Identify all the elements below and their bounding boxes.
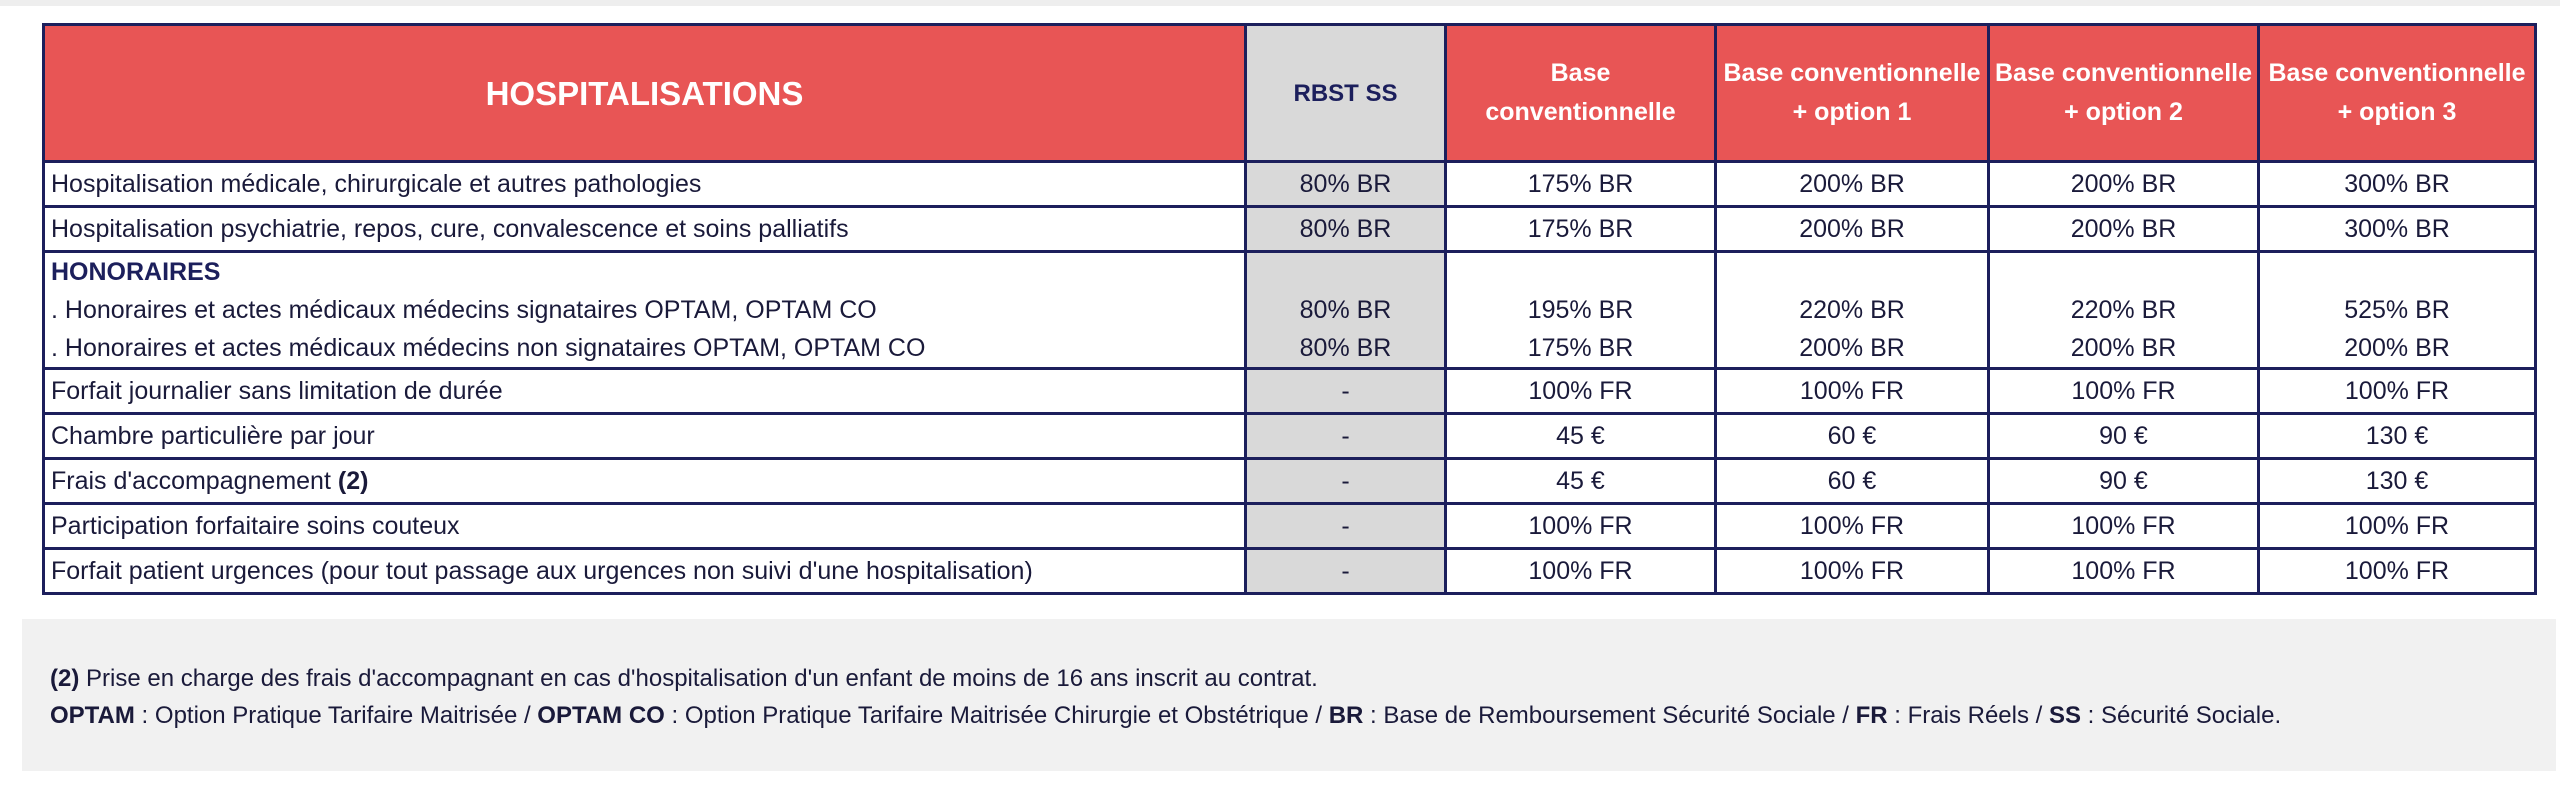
abbr-term: OPTAM CO [537,702,665,729]
honoraires-line1-base: 195% BR [1527,296,1634,324]
cell-option-2: 100% FR [1989,369,2259,414]
table-row [44,162,2536,207]
header-title: HOSPITALISATIONS [44,25,1246,162]
honoraires-labels [44,252,1246,369]
cell-base: 45 € [1446,414,1716,459]
cell-base: 175% BR [1446,162,1716,207]
abbr-term: SS [2049,702,2082,729]
cell-option-2: 200% BR [1989,162,2259,207]
header-option-3-line1: Base conventionnelle [2268,59,2526,87]
header-option-2 [1989,25,2259,162]
row-label: Hospitalisation médicale, chirurgicale et autres pathologies [44,162,1246,207]
cell-base: 100% FR [1446,549,1716,594]
header-option-1-line2: + option 1 [1792,98,1912,126]
row-label-text: Frais d'accompagnement [51,467,331,495]
cell-option-1: 100% FR [1716,369,1989,414]
cell-rbst: 80% BR [1246,207,1446,252]
footnote-box [22,619,2556,771]
cell-base: 100% FR [1446,504,1716,549]
top-strip [0,0,2560,6]
header-option-2-line2: + option 2 [2064,98,2183,126]
cell-option-1: 100% FR [1716,504,1989,549]
cell-rbst: - [1246,369,1446,414]
honoraires-line2-opt1: 200% BR [1799,334,1905,362]
abbr-def: : Option Pratique Tarifaire Maitrisée / [134,702,538,729]
table-row [44,504,2536,549]
table-header-row [44,25,2536,162]
honoraires-line2-base: 175% BR [1527,334,1634,362]
cell-rbst: 80% BR [1246,162,1446,207]
header-rbst-ss: RBST SS [1246,25,1446,162]
cell-option-3 [2259,252,2536,369]
cell-option-1 [1716,252,1989,369]
honoraires-line1-opt2: 220% BR [2070,296,2177,324]
cell-base [1446,252,1716,369]
cell-option-3: 130 € [2259,414,2536,459]
cell-option-2 [1989,252,2259,369]
honoraires-line1-rbst: 80% BR [1299,296,1392,324]
cell-option-2: 100% FR [1989,549,2259,594]
header-base [1446,25,1716,162]
cell-option-3: 130 € [2259,459,2536,504]
abbr-term: OPTAM [50,702,135,729]
cell-option-2: 90 € [1989,414,2259,459]
abbr-def: : Option Pratique Tarifaire Maitrisée Chirurgie et Obstétrique / [664,702,1329,729]
honoraires-line1-label: . Honoraires et actes médicaux médecins signataires OPTAM, OPTAM CO [51,296,877,324]
row-label [44,459,1246,504]
cell-option-2: 200% BR [1989,207,2259,252]
cell-option-2: 90 € [1989,459,2259,504]
cell-rbst: - [1246,549,1446,594]
cell-rbst [1246,252,1446,369]
cell-option-2: 100% FR [1989,504,2259,549]
table-row [44,369,2536,414]
cell-option-1: 200% BR [1716,162,1989,207]
cell-base: 45 € [1446,459,1716,504]
footnote-line-2 [50,697,2556,734]
cell-option-1: 200% BR [1716,207,1989,252]
header-option-1-line1: Base conventionnelle [1723,59,1981,87]
abbr-term: FR [1855,702,1888,729]
cell-option-3: 100% FR [2259,504,2536,549]
cell-option-1: 60 € [1716,459,1989,504]
cell-rbst: - [1246,414,1446,459]
row-label: Chambre particulière par jour [44,414,1246,459]
header-option-3 [2259,25,2536,162]
abbr-def: : Sécurité Sociale. [2081,702,2282,729]
footnote-marker: (2) [50,665,80,692]
row-label: Hospitalisation psychiatrie, repos, cure, convalescence et soins palliatifs [44,207,1246,252]
abbr-def: : Base de Remboursement Sécurité Sociale / [1363,702,1856,729]
table-row [44,459,2536,504]
header-base-line2: conventionnelle [1485,98,1676,126]
header-option-1 [1716,25,1989,162]
cell-rbst: - [1246,459,1446,504]
honoraires-line2-opt3: 200% BR [2344,334,2450,362]
header-option-2-line1: Base conventionnelle [1994,59,2253,87]
table-row [44,549,2536,594]
cell-base: 100% FR [1446,369,1716,414]
header-base-line1: Base [1550,59,1611,87]
table-row-honoraires [44,252,2536,369]
cell-rbst: - [1246,504,1446,549]
row-label: Forfait patient urgences (pour tout passage aux urgences non suivi d'une hospitalisation) [44,549,1246,594]
footnote-line-1 [50,660,2556,697]
honoraires-line2-rbst: 80% BR [1299,334,1392,362]
table-row [44,207,2536,252]
cell-option-1: 60 € [1716,414,1989,459]
honoraires-line2-label: . Honoraires et actes médicaux médecins non signataires OPTAM, OPTAM CO [51,334,926,362]
row-label: Forfait journalier sans limitation de durée [44,369,1246,414]
cell-option-3: 300% BR [2259,207,2536,252]
header-option-3-line2: + option 3 [2337,98,2457,126]
abbr-term: BR [1328,702,1364,729]
footnote-ref: (2) [337,467,369,495]
cell-option-1: 100% FR [1716,549,1989,594]
honoraires-line1-opt3: 525% BR [2344,296,2450,324]
cell-option-3: 300% BR [2259,162,2536,207]
footnote-text: Prise en charge des frais d'accompagnant en cas d'hospitalisation d'un enfant de moins de 16 ans inscrit au contrat. [79,665,1318,692]
honoraires-line1-opt1: 220% BR [1799,296,1905,324]
hospitalisation-table [42,23,2537,595]
cell-option-3: 100% FR [2259,369,2536,414]
cell-base: 175% BR [1446,207,1716,252]
row-label: Participation forfaitaire soins couteux [44,504,1246,549]
cell-option-3: 100% FR [2259,549,2536,594]
honoraires-title: HONORAIRES [51,258,221,286]
table-row [44,414,2536,459]
honoraires-line2-opt2: 200% BR [2070,334,2177,362]
abbr-def: : Frais Réels / [1887,702,2049,729]
